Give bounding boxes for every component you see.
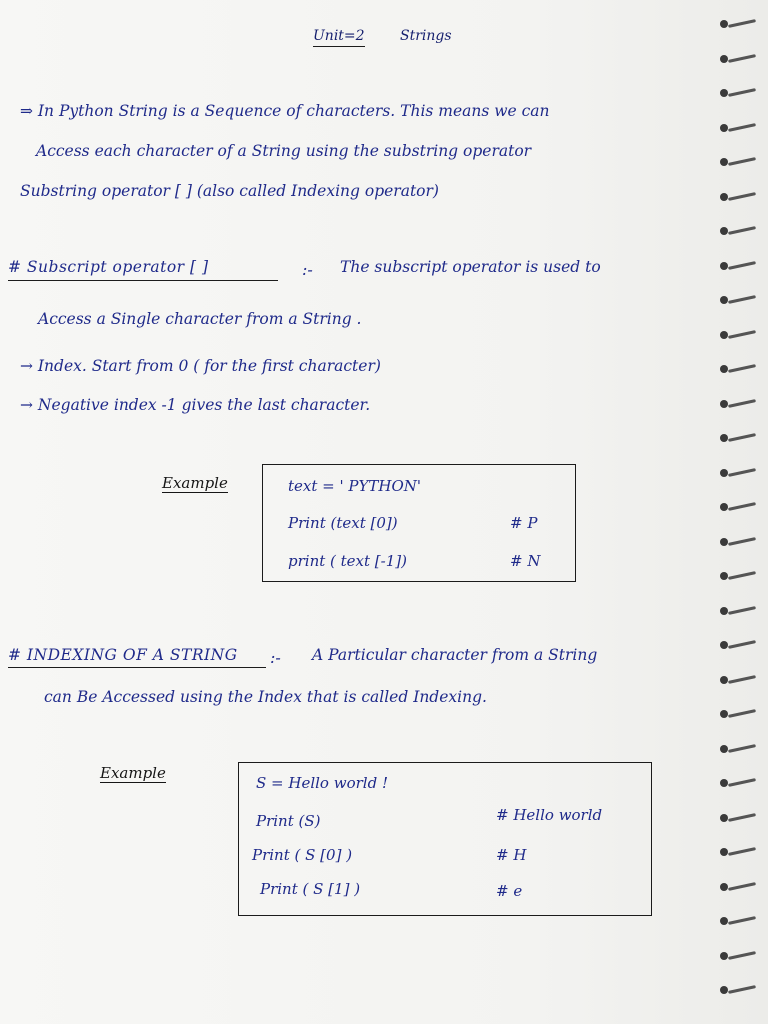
example-1-code-line-2: Print (text [0]): [288, 514, 398, 532]
binding-coil: [718, 570, 760, 582]
index-bullet: → Index. Start from 0 ( for the first character): [20, 357, 381, 375]
example-2-code-line-4: Print ( S [1] ): [260, 880, 361, 898]
example-2-code-line-1: S = Hello world !: [256, 774, 388, 792]
example-1-code-line-3: print ( text [-1]): [288, 552, 407, 570]
example-2-code-line-2: Print (S): [256, 812, 321, 830]
binding-coil: [718, 260, 760, 272]
example-2-code-line-3: Print ( S [0] ): [252, 846, 353, 864]
indexing-desc-2: can Be Accessed using the Index that is called Indexing.: [44, 688, 487, 706]
binding-coil: [718, 777, 760, 789]
indexing-desc-1: A Particular character from a String: [312, 646, 598, 664]
binding-coil: [718, 846, 760, 858]
example-1-code-line-1: text = ' PYTHON': [288, 477, 422, 495]
intro-line-2: Access each character of a String using the substring operator: [36, 142, 532, 160]
binding-coil: [718, 191, 760, 203]
subscript-desc-1: The subscript operator is used to: [340, 258, 601, 276]
example-1-label: Example: [162, 474, 228, 492]
binding-coil: [718, 674, 760, 686]
binding-coil: [718, 605, 760, 617]
indexing-colon: :-: [270, 648, 281, 667]
binding-coil: [718, 87, 760, 99]
binding-coil: [718, 984, 760, 996]
binding-coil: [718, 467, 760, 479]
subscript-desc-2: Access a Single character from a String .: [38, 310, 362, 328]
example-2-comment-3: # H: [496, 846, 527, 864]
topic-title: Strings: [400, 28, 452, 44]
example-2-label: Example: [100, 764, 166, 782]
binding-coil: [718, 294, 760, 306]
example-2-comment-2: # Hello world: [496, 806, 603, 824]
binding-coil: [718, 53, 760, 65]
binding-coil: [718, 950, 760, 962]
binding-coil: [718, 501, 760, 513]
binding-coil: [718, 18, 760, 30]
indexing-heading: # INDEXING OF A STRING: [8, 646, 266, 668]
binding-coil: [718, 639, 760, 651]
binding-coil: [718, 398, 760, 410]
binding-coil: [718, 363, 760, 375]
example-1-comment-2: # P: [510, 514, 538, 532]
binding-coil: [718, 915, 760, 927]
negative-index-bullet: → Negative index -1 gives the last character.: [20, 396, 371, 414]
binding-coil: [718, 329, 760, 341]
binding-coil: [718, 812, 760, 824]
spiral-binding: [708, 0, 768, 1024]
intro-line-3: Substring operator [ ] (also called Indexing operator): [20, 182, 439, 200]
intro-line-1: ⇒ In Python String is a Sequence of characters. This means we can: [20, 102, 550, 120]
binding-coil: [718, 881, 760, 893]
binding-coil: [718, 743, 760, 755]
binding-coil: [718, 225, 760, 237]
unit-label: Unit=2: [313, 28, 365, 47]
example-1-comment-3: # N: [510, 552, 541, 570]
binding-coil: [718, 536, 760, 548]
binding-coil: [718, 156, 760, 168]
example-2-comment-4: # e: [496, 882, 523, 900]
binding-coil: [718, 432, 760, 444]
subscript-heading: # Subscript operator [ ]: [8, 258, 278, 281]
binding-coil: [718, 708, 760, 720]
binding-coil: [718, 122, 760, 134]
subscript-colon: :-: [302, 260, 313, 279]
